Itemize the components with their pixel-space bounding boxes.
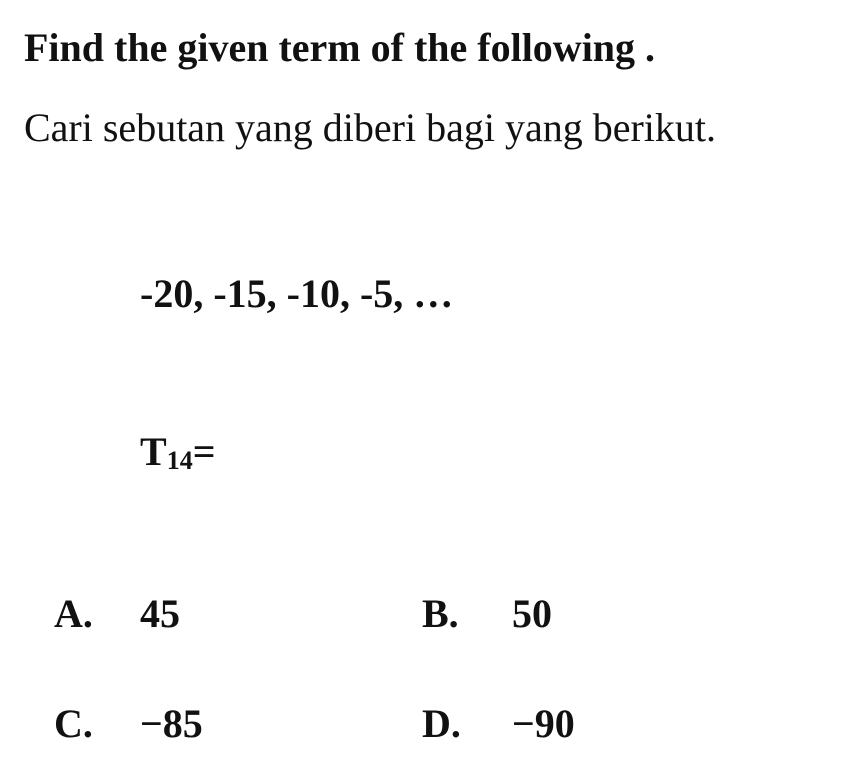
term-index: 14 <box>166 446 193 475</box>
option-b-value: 50 <box>512 591 552 636</box>
option-c-value: −85 <box>140 701 203 746</box>
option-b-letter: B. <box>422 591 459 636</box>
term-expression <box>140 428 215 481</box>
option-c-letter: C. <box>54 701 93 746</box>
sequence-text: -20, -15, -10, -5, … <box>140 271 454 316</box>
term-equals: = <box>192 429 216 474</box>
option-a-value: 45 <box>140 591 180 636</box>
question-heading: Find the given term of the following . <box>24 25 656 70</box>
option-d-value: −90 <box>512 701 575 746</box>
term-symbol: T <box>140 429 167 474</box>
option-a-letter: A. <box>54 591 93 636</box>
option-d-letter: D. <box>422 701 461 746</box>
question-subheading: Cari sebutan yang diberi bagi yang berikut. <box>24 105 717 150</box>
